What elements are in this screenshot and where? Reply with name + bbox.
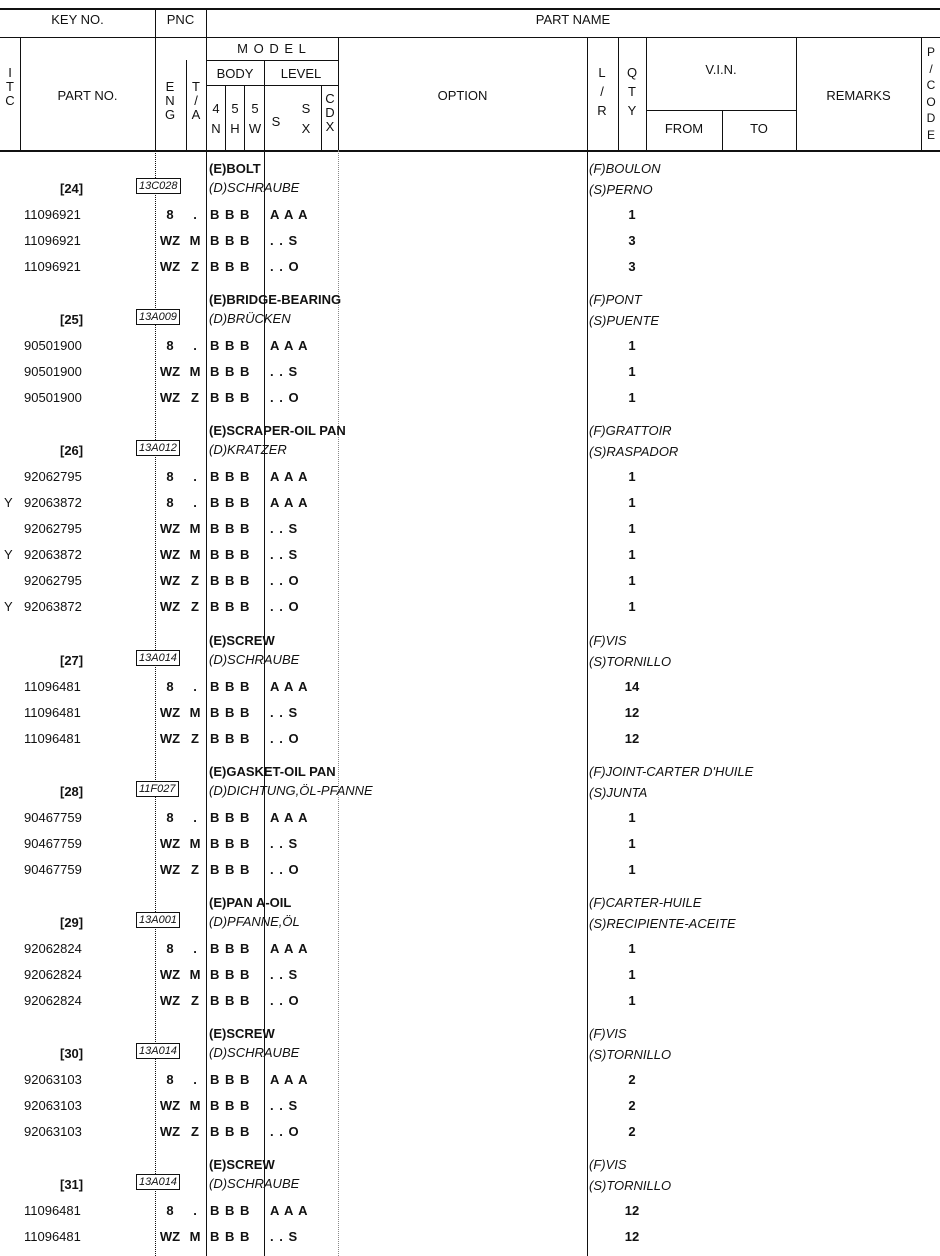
level-codes: . . O [270,259,300,274]
option-name-en: (E)BRIDGE-BEARING [209,292,342,307]
ta-code: Z [191,599,199,614]
option-name-fr: (F)VIS [589,1026,627,1041]
body-codes: B B B [210,207,251,222]
eng-code: 8 [166,810,174,825]
level-codes: A A A [270,1072,309,1087]
ta-code: M [189,547,201,562]
ta-code: M [189,1098,201,1113]
ta-code: . [193,1072,197,1087]
pnc-code: 13A014 [136,1043,180,1059]
eng-code: 8 [166,1072,174,1087]
body-codes: B B B [210,1072,251,1087]
ta-code: . [193,941,197,956]
option-name-en: (E)PAN A-OIL [209,895,292,910]
body-codes: B B B [210,469,251,484]
body-codes: B B B [210,1203,251,1218]
level-codes: A A A [270,207,309,222]
option-name-fr: (F)BOULON [589,161,661,176]
eng-header: E N G [164,79,176,122]
key-number: [31] [60,1177,84,1192]
ta-header: T / A [191,79,201,122]
quantity: 2 [628,1124,636,1139]
eng-code: 8 [166,679,174,694]
part-number: 11096481 [24,705,81,720]
body-codes: B B B [210,573,251,588]
eng-code: 8 [166,1203,174,1218]
option-name-de: (D)SCHRAUBE [209,1176,300,1191]
quantity: 2 [628,1098,636,1113]
option-name-fr: (F)VIS [589,1157,627,1172]
eng-code: 8 [166,207,174,222]
pnc-code: 13A012 [136,440,180,456]
itc-flag: Y [4,495,13,510]
quantity: 1 [628,521,636,536]
ta-code: M [189,705,201,720]
quantity: 1 [628,993,636,1008]
quantity: 1 [628,941,636,956]
ta-code: Z [191,731,199,746]
level-codes: A A A [270,495,309,510]
level-codes: . . O [270,599,300,614]
eng-code: WZ [159,967,181,982]
eng-code: WZ [159,705,181,720]
eng-code: WZ [159,573,181,588]
part-number: 92063872 [24,495,82,510]
option-name-es: (S)JUNTA [589,785,648,800]
part-number: 11096921 [24,207,81,222]
key-number: [29] [60,915,84,930]
level-codes: A A A [270,679,309,694]
body-5w-header: 5 W [248,101,262,136]
remarks-header: REMARKS [826,88,891,103]
level-codes: . . O [270,390,300,405]
body-codes: B B B [210,836,251,851]
level-s-header: S [271,114,281,129]
body-codes: B B B [210,547,251,562]
level-header: LEVEL [280,66,322,81]
quantity: 1 [628,599,636,614]
key-number: [24] [60,181,84,196]
quantity: 1 [628,810,636,825]
pnc-code: 13A009 [136,309,180,325]
part-number: 92063103 [24,1124,82,1139]
body-codes: B B B [210,233,251,248]
ta-code: M [189,967,201,982]
option-name-de: (D)SCHRAUBE [209,180,300,195]
part-number: 11096481 [24,679,81,694]
quantity: 12 [624,731,640,746]
quantity: 1 [628,390,636,405]
lr-header: L / R [597,65,607,118]
body-codes: B B B [210,941,251,956]
level-codes: . . O [270,573,300,588]
option-name-es: (S)PERNO [589,182,653,197]
key-number: [28] [60,784,84,799]
vin-from-header: FROM [664,121,704,136]
body-codes: B B B [210,679,251,694]
qty-header: Q T Y [626,65,638,118]
body-codes: B B B [210,1098,251,1113]
part-number: 90501900 [24,364,82,379]
part-number: 11096921 [24,259,81,274]
part-name-header: PART NAME [535,12,611,27]
quantity: 2 [628,1072,636,1087]
ta-code: Z [191,1124,199,1139]
vin-header: V.I.N. [705,62,737,77]
option-name-en: (E)SCRAPER-OIL PAN [209,423,346,438]
part-number: 90501900 [24,338,82,353]
eng-code: WZ [159,1229,181,1244]
body-codes: B B B [210,390,251,405]
eng-code: WZ [159,364,181,379]
body-codes: B B B [210,705,251,720]
option-name-en: (E)SCREW [209,633,275,648]
level-codes: . . S [270,1229,299,1244]
part-number: 11096481 [24,731,81,746]
level-codes: . . S [270,521,299,536]
part-number: 92063872 [24,547,82,562]
eng-code: WZ [159,1124,181,1139]
body-codes: B B B [210,1124,251,1139]
eng-code: WZ [159,862,181,877]
key-number: [26] [60,443,84,458]
part-number: 92062824 [24,993,82,1008]
option-name-fr: (F)CARTER-HUILE [589,895,702,910]
body-5h-header: 5 H [230,101,240,136]
ta-code: . [193,679,197,694]
quantity: 3 [628,233,636,248]
option-name-de: (D)SCHRAUBE [209,1045,300,1060]
level-codes: . . O [270,731,300,746]
ta-code: Z [191,573,199,588]
level-codes: A A A [270,338,309,353]
option-name-es: (S)TORNILLO [589,1047,672,1062]
body-codes: B B B [210,599,251,614]
body-codes: B B B [210,810,251,825]
quantity: 12 [624,1203,640,1218]
pcode-header: P / C O D E [926,45,936,142]
body-codes: B B B [210,862,251,877]
key-number: [30] [60,1046,84,1061]
option-name-es: (S)TORNILLO [589,1178,672,1193]
ta-code: . [193,469,197,484]
body-header: BODY [216,66,254,81]
quantity: 1 [628,364,636,379]
body-4n-header: 4 N [211,101,221,136]
option-name-de: (D)PFANNE,ÖL [209,914,300,929]
part-number: 92062795 [24,521,82,536]
eng-code: 8 [166,941,174,956]
quantity: 1 [628,862,636,877]
pnc-code: 13A001 [136,912,180,928]
part-number: 90467759 [24,862,82,877]
body-codes: B B B [210,521,251,536]
option-name-en: (E)SCREW [209,1157,275,1172]
body-codes: B B B [210,259,251,274]
quantity: 1 [628,338,636,353]
ta-code: . [193,495,197,510]
option-name-en: (E)GASKET-OIL PAN [209,764,336,779]
quantity: 1 [628,495,636,510]
level-codes: . . S [270,967,299,982]
key-no-header: KEY NO. [51,12,104,27]
eng-code: WZ [159,521,181,536]
part-number: 92063103 [24,1098,82,1113]
level-codes: . . S [270,364,299,379]
eng-code: WZ [159,259,181,274]
eng-code: WZ [159,547,181,562]
option-header: OPTION [437,88,488,103]
ta-code: . [193,338,197,353]
body-codes: B B B [210,338,251,353]
itc-flag: Y [4,547,13,562]
itc-flag: Y [4,599,13,614]
option-name-de: (D)BRÜCKEN [209,311,291,326]
part-number: 92062795 [24,469,82,484]
level-codes: A A A [270,469,309,484]
ta-code: Z [191,390,199,405]
ta-code: M [189,1229,201,1244]
ta-code: . [193,1203,197,1218]
quantity: 1 [628,836,636,851]
level-codes: A A A [270,1203,309,1218]
option-name-fr: (F)VIS [589,633,627,648]
ta-code: M [189,836,201,851]
ta-code: Z [191,862,199,877]
body-codes: B B B [210,495,251,510]
quantity: 1 [628,573,636,588]
eng-code: WZ [159,993,181,1008]
quantity: 14 [624,679,640,694]
eng-code: WZ [159,731,181,746]
option-name-de: (D)DICHTUNG,ÖL-PFANNE [209,783,373,798]
level-codes: . . O [270,1124,300,1139]
part-number: 90467759 [24,810,82,825]
quantity: 1 [628,547,636,562]
body-codes: B B B [210,731,251,746]
eng-code: 8 [166,469,174,484]
option-name-de: (D)SCHRAUBE [209,652,300,667]
option-name-es: (S)RECIPIENTE-ACEITE [589,916,736,931]
option-name-es: (S)TORNILLO [589,654,672,669]
option-name-fr: (F)GRATTOIR [589,423,672,438]
part-number: 92062824 [24,941,82,956]
vin-to-header: TO [750,121,768,136]
itc-header: I T C [5,65,15,108]
part-number: 92062795 [24,573,82,588]
level-codes: . . S [270,1098,299,1113]
pnc-code: 11F027 [136,781,179,797]
quantity: 1 [628,967,636,982]
level-sx-header: S X [301,101,311,136]
level-codes: . . O [270,993,300,1008]
ta-code: Z [191,259,199,274]
ta-code: . [193,207,197,222]
eng-code: WZ [159,233,181,248]
part-number: 92063103 [24,1072,82,1087]
pnc-header: PNC [166,12,195,27]
eng-code: WZ [159,836,181,851]
body-codes: B B B [210,1229,251,1244]
key-number: [25] [60,312,84,327]
quantity: 1 [628,469,636,484]
part-number: 90467759 [24,836,82,851]
option-name-es: (S)PUENTE [589,313,660,328]
ta-code: Z [191,993,199,1008]
level-codes: . . S [270,233,299,248]
ta-code: M [189,233,201,248]
part-number: 92062824 [24,967,82,982]
level-codes: . . S [270,547,299,562]
ta-code: M [189,521,201,536]
pnc-code: 13A014 [136,1174,180,1190]
ta-code: . [193,810,197,825]
eng-code: WZ [159,390,181,405]
eng-code: WZ [159,599,181,614]
key-number: [27] [60,653,84,668]
pnc-code: 13C028 [136,178,181,194]
quantity: 1 [628,207,636,222]
level-cdx-header: C D X [325,91,335,134]
part-number: 11096921 [24,233,81,248]
eng-code: 8 [166,338,174,353]
level-codes: . . O [270,862,300,877]
ta-code: M [189,364,201,379]
body-codes: B B B [210,364,251,379]
eng-code: WZ [159,1098,181,1113]
eng-code: 8 [166,495,174,510]
body-codes: B B B [210,967,251,982]
option-name-fr: (F)PONT [589,292,642,307]
level-codes: . . S [270,705,299,720]
level-codes: A A A [270,941,309,956]
option-name-de: (D)KRATZER [209,442,287,457]
option-name-en: (E)SCREW [209,1026,275,1041]
part-number: 92063872 [24,599,82,614]
level-codes: . . S [270,836,299,851]
part-number: 11096481 [24,1203,81,1218]
quantity: 12 [624,705,640,720]
body-codes: B B B [210,993,251,1008]
option-name-en: (E)BOLT [209,161,261,176]
model-header: M O D E L [237,41,307,56]
option-name-es: (S)RASPADOR [589,444,679,459]
part-number: 11096481 [24,1229,81,1244]
part-number: 90501900 [24,390,82,405]
quantity: 3 [628,259,636,274]
quantity: 12 [624,1229,640,1244]
level-codes: A A A [270,810,309,825]
part-no-header: PART NO. [57,88,118,103]
pnc-code: 13A014 [136,650,180,666]
option-name-fr: (F)JOINT-CARTER D'HUILE [589,764,754,779]
